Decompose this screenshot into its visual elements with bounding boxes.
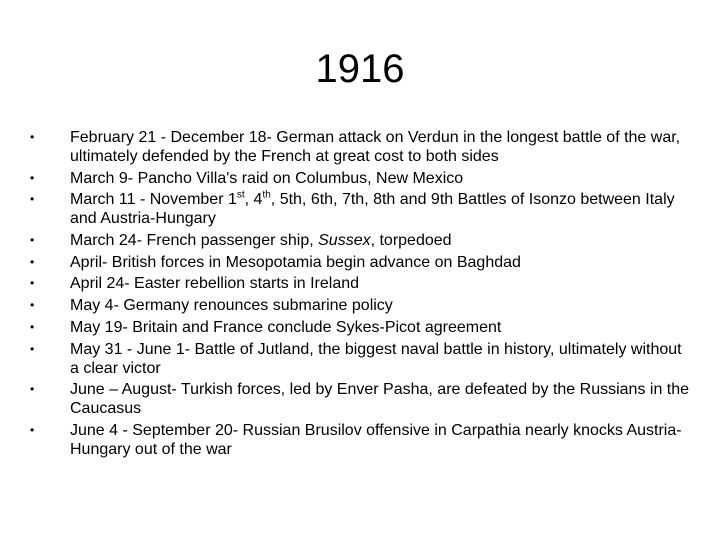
text-segment: , 4 [244, 191, 263, 209]
list-item-text [70, 129, 680, 165]
list-item [30, 421, 690, 459]
bullet-icon: • [30, 276, 35, 291]
text-segment: April- British forces in Mesopotamia begin advance on Baghdad [70, 253, 521, 271]
list-item [30, 318, 690, 337]
list-item-text [70, 254, 521, 271]
bullet-icon: • [30, 341, 35, 356]
list-item-text [70, 275, 359, 292]
list-item-text [70, 170, 463, 187]
bullet-icon: • [30, 422, 35, 437]
list-item [30, 274, 690, 293]
list-item [30, 296, 690, 315]
text-segment: , torpedoed [370, 232, 452, 250]
italic-text: Sussex [318, 232, 371, 250]
bullet-list [30, 128, 690, 462]
text-segment: March 11 - November 1 [70, 191, 237, 209]
text-segment: June – August- Turkish forces, led by Enver Pasha, are defeated by the Russians in the Caucasus [70, 381, 690, 418]
bullet-icon: • [30, 254, 35, 269]
list-item [30, 253, 690, 272]
bullet-icon: • [30, 192, 35, 207]
bullet-icon: • [30, 170, 35, 185]
list-item-text [70, 381, 689, 417]
text-segment: March 9- Pancho Villa's raid on Columbus, New Mexico [70, 169, 464, 187]
list-item-text [70, 341, 682, 377]
bullet-icon: • [30, 130, 35, 144]
list-item-text [70, 422, 682, 458]
list-item [30, 169, 690, 188]
slide-title: 1916 [315, 47, 405, 91]
list-item-text [70, 319, 501, 336]
bullet-icon: • [30, 233, 35, 248]
superscript-text: th [262, 190, 271, 202]
text-segment: March 24- French passenger ship, [70, 232, 319, 250]
text-segment: , 5th, 6th, 7th, 8th and 9th Battles of Isonzo between Italy and Austria-Hungary [70, 191, 675, 228]
text-segment: May 31 - June 1- Battle of Jutland, the biggest naval battle in history, ultimately without a clear victor [70, 340, 682, 377]
superscript-text: st [236, 190, 245, 202]
list-item [30, 340, 690, 378]
text-segment: May 19- Britain and France conclude Sykes-Picot agreement [70, 318, 502, 336]
list-item [30, 128, 690, 166]
bullet-icon: • [30, 382, 35, 397]
list-item-text [70, 297, 393, 314]
bullet-icon: • [30, 298, 35, 313]
text-segment: April 24- Easter rebellion starts in Ireland [70, 275, 360, 293]
text-segment: May 4- Germany renounces submarine policy [70, 297, 393, 315]
list-item [30, 190, 690, 228]
list-item-text [70, 232, 452, 249]
list-item [30, 380, 690, 418]
bullet-icon: • [30, 319, 35, 334]
text-segment: February 21 - December 18- German attack on Verdun in the longest battle of the war, ultimately defended by the French at great cost to both sides [70, 129, 681, 165]
list-item-text [70, 191, 675, 227]
text-segment: June 4 - September 20- Russian Brusilov offensive in Carpathia nearly knocks Austria-Hungary out of the war [70, 421, 682, 458]
list-item [30, 231, 690, 250]
